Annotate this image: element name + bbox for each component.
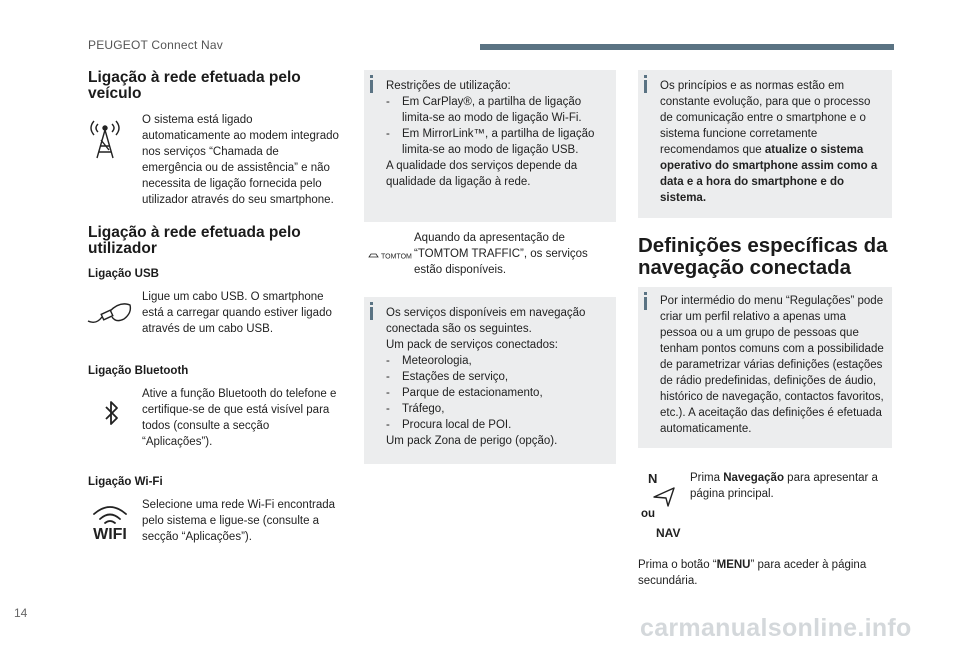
usb-text: Ligue um cabo USB. O smartphone está a carregar quando estiver ligado através de um cabo USB.: [142, 291, 332, 335]
principles-text: Os princípios e as normas estão em constante evolução, para que o processo de comunicação entre o smartphone e o sistema funcione corretamente recomendamos que: [660, 80, 871, 156]
danger-zone-pack: Um pack Zona de perigo (opção).: [386, 435, 558, 447]
usb-cable-icon: [86, 297, 132, 327]
vehicle-connection-text: O sistema está ligado automaticamente ao modem integrado nos serviços “Chamada de emergência ou de assistência” e não necessita de ligação fornecida pelo utilizador através do seu smartphone.: [142, 114, 339, 206]
service-item: - Tráfego,: [386, 401, 608, 417]
bluetooth-text: Ative a função Bluetooth do telefone e certifique-se de que está visível para todos (consulte a secção “Aplicações”).: [142, 388, 337, 448]
tomtom-text: Aquando da apresentação de “TOMTOM TRAFFIC”, os serviços estão disponíveis.: [414, 232, 588, 276]
or-label: ou: [641, 508, 656, 520]
press-navigation-text: Prima Navegação para apresentar a página principal.: [690, 472, 878, 500]
wifi-title: Ligação Wi-Fi: [88, 476, 163, 488]
service-item: - Meteorologia,: [386, 353, 608, 369]
restriction-mirrorlink: - Em MirrorLink™, a partilha de ligação limita-se ao modo de ligação USB.: [386, 126, 606, 158]
info-icon: [370, 80, 373, 93]
navigation-icon: [648, 472, 674, 508]
watermark: carmanualsonline.info: [640, 614, 912, 642]
wifi-icon-label: WIFI: [93, 526, 127, 543]
restriction-carplay: - Em CarPlay®, a partilha de ligação limita-se ao modo de ligação Wi-Fi.: [386, 94, 606, 126]
wifi-text: Selecione uma rede Wi-Fi encontrada pelo sistema e ligue-se (consulte a secção “Aplicações”).: [142, 499, 336, 543]
bluetooth-icon: [104, 400, 120, 426]
service-item: - Parque de estacionamento,: [386, 385, 608, 401]
info-icon: [370, 307, 373, 320]
tomtom-icon: [368, 250, 416, 260]
settings-info-box: [638, 287, 892, 448]
navigation-label: Navegação: [723, 472, 784, 484]
service-item: - Procura local de POI.: [386, 417, 608, 433]
restrictions-title: Restrições de utilização:: [386, 80, 511, 92]
quality-text: A qualidade dos serviços depende da qualidade da ligação à rede.: [386, 160, 578, 188]
info-icon: [644, 297, 647, 310]
header-bar: [480, 44, 894, 50]
tomtom-icon-label: TOMTOM: [381, 253, 412, 260]
principles-info-box: [638, 70, 892, 218]
antenna-icon: [88, 116, 122, 160]
services-intro: Os serviços disponíveis em navegação conectada são os seguintes.: [386, 307, 586, 335]
restrictions-info-box: [364, 70, 616, 222]
service-item: - Estações de serviço,: [386, 369, 608, 385]
usb-title: Ligação USB: [88, 268, 159, 280]
principles-bold: atualize o sistema operativo do smartphone assim como a data e a hora do smartphone e do sistema.: [660, 144, 878, 204]
heading-specific-settings: Definições específicas da navegação conectada: [638, 234, 888, 279]
heading-vehicle-connection: Ligação à rede efetuada pelo veículo: [88, 69, 301, 102]
page-number: 14: [14, 606, 28, 620]
settings-text: Por intermédio do menu “Regulações” pode criar um perfil relativo a apenas uma pessoa ou a um grupo de pessoas que tenham pontos comuns com a possibilidade de parametrizar várias definições (estações de rádio predefinidas, definições de áudio, histórico de navegação, contactos favoritos, etc.). A aceitação das definições é efetuada automaticamente.: [660, 295, 884, 435]
wifi-icon: [88, 504, 132, 543]
menu-label: MENU: [716, 559, 751, 571]
press-menu-text: Prima o botão “MENU” para aceder à página secundária.: [638, 559, 867, 587]
services-info-box: [364, 297, 616, 464]
info-icon: [644, 80, 647, 93]
nav-letter: N: [648, 471, 658, 486]
nav-button-label: NAV: [656, 526, 681, 540]
running-header: PEUGEOT Connect Nav: [88, 38, 223, 52]
heading-user-connection: Ligação à rede efetuada pelo utilizador: [88, 224, 301, 257]
bluetooth-title: Ligação Bluetooth: [88, 365, 189, 377]
services-pack-title: Um pack de serviços conectados:: [386, 339, 558, 351]
